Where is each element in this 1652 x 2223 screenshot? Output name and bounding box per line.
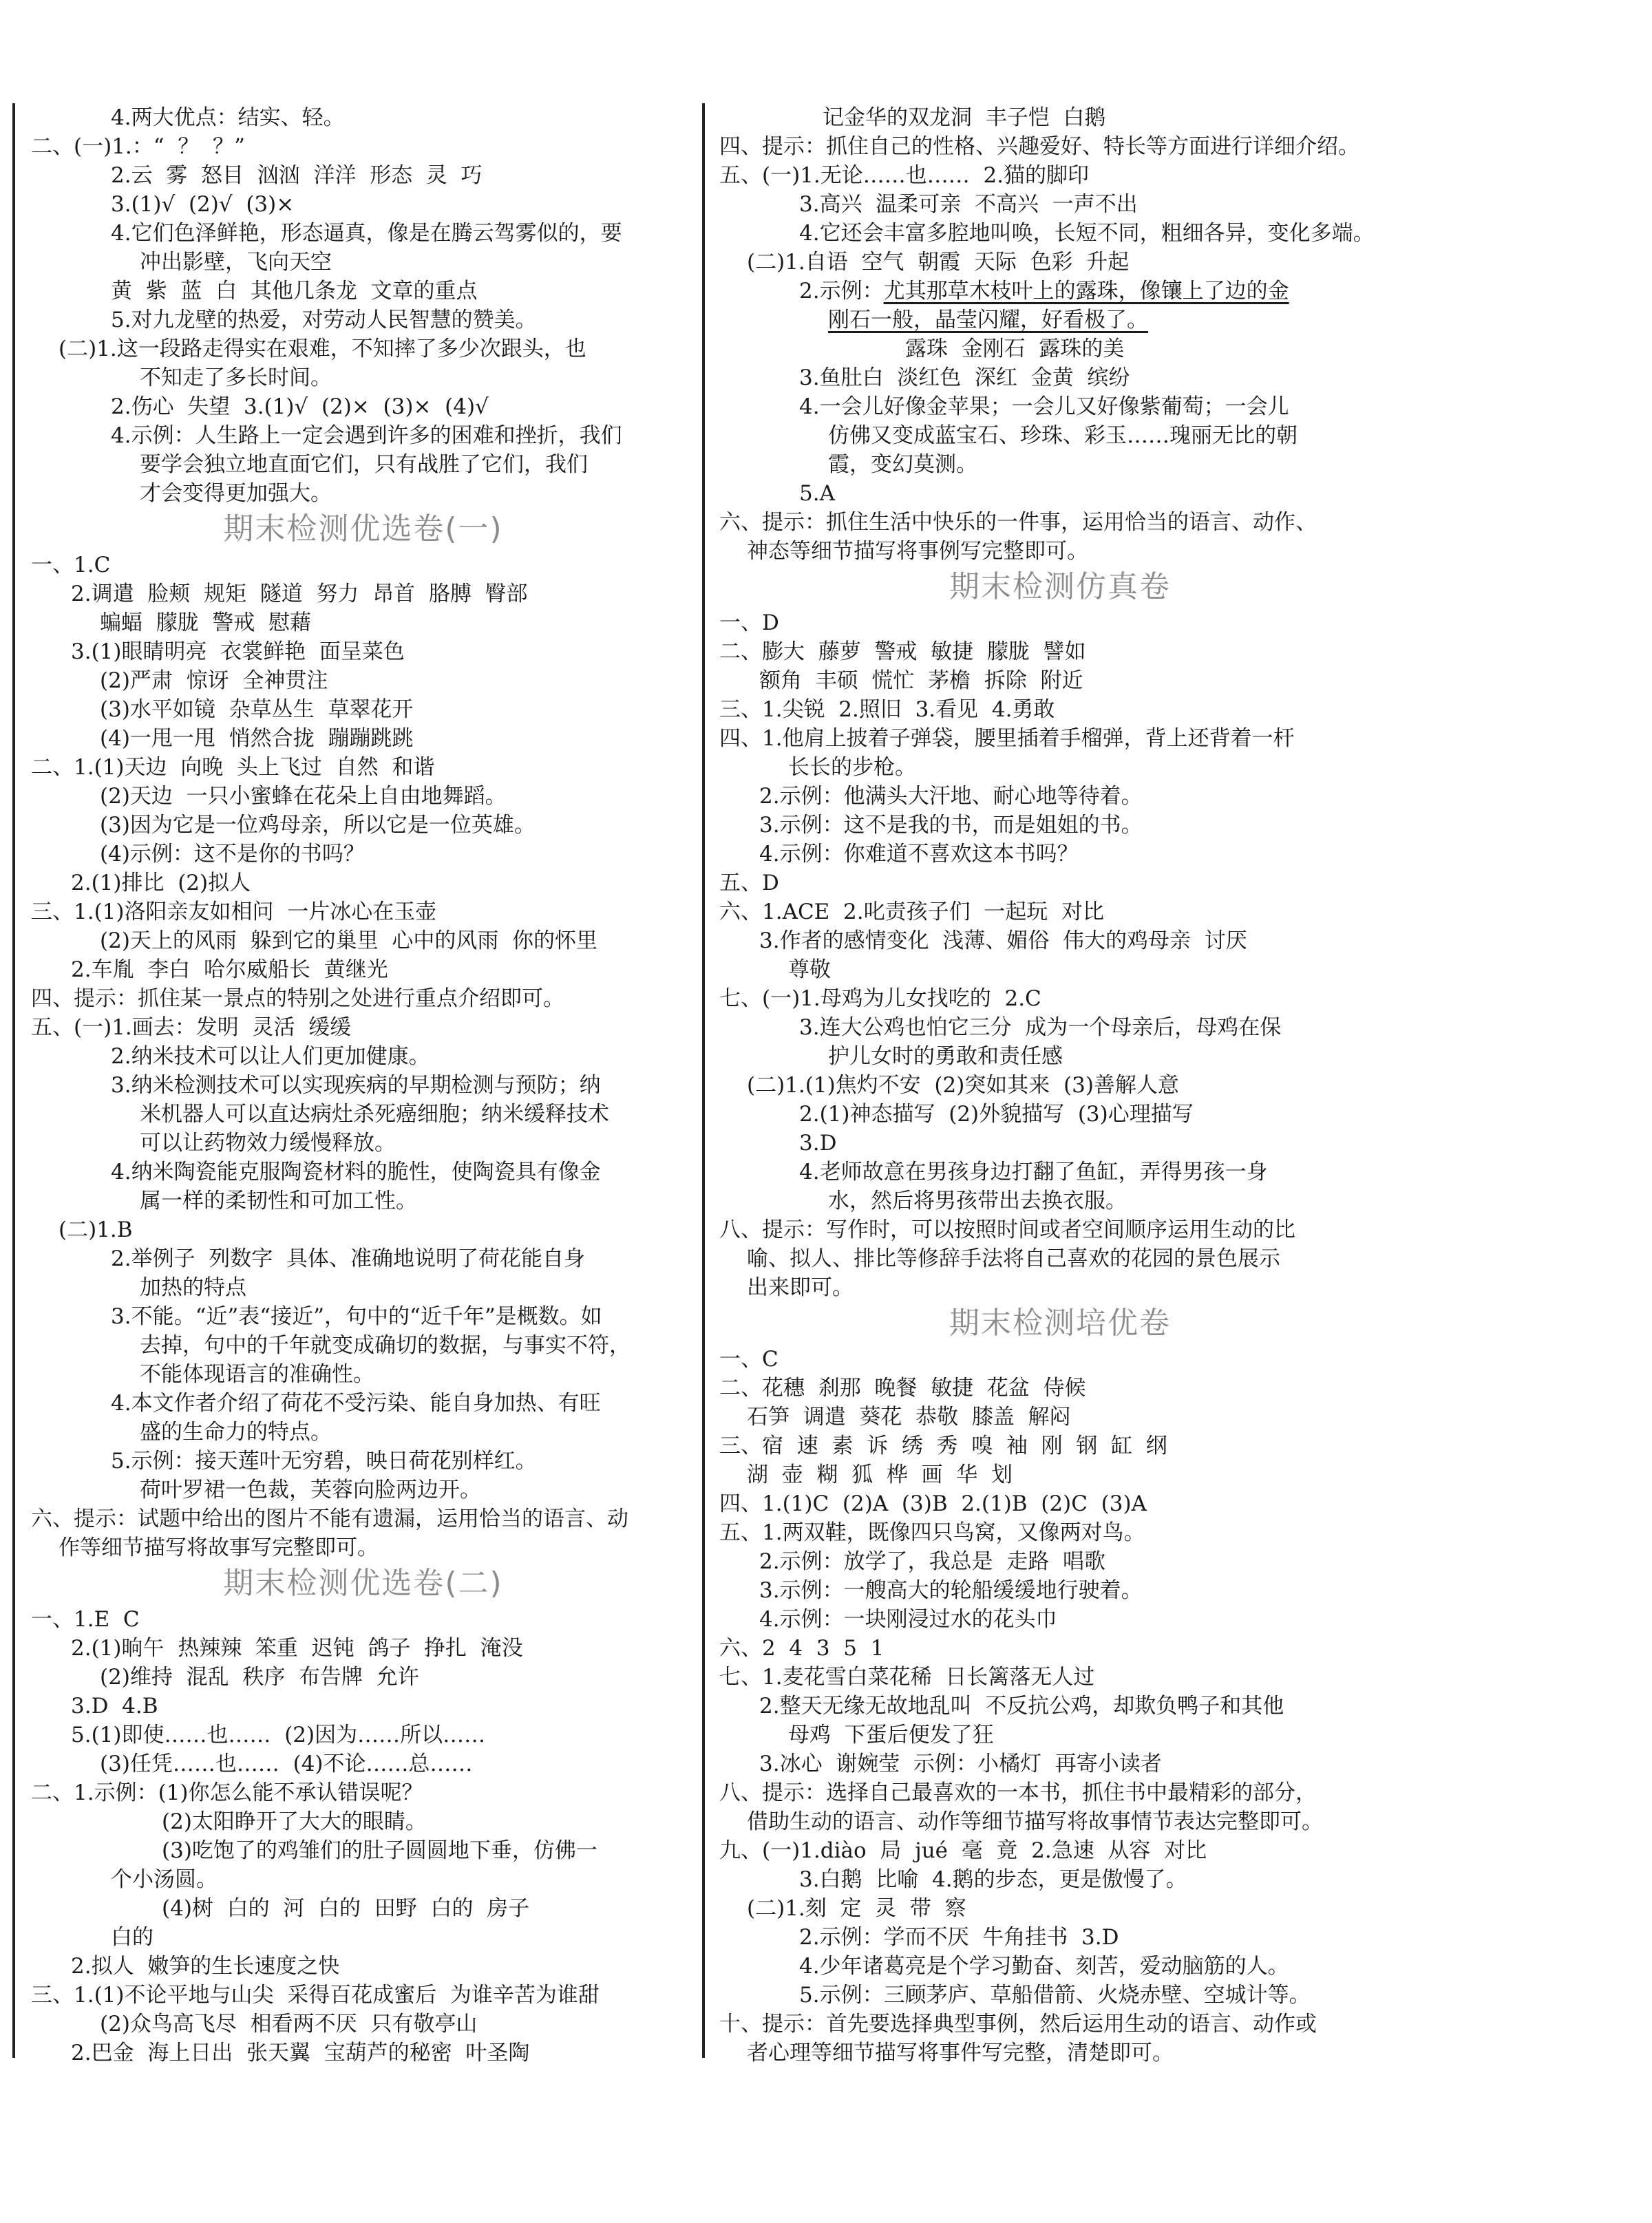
- answer-line: [719, 392, 1401, 421]
- answer-line: [31, 1923, 695, 1952]
- answer-text: 喻、拟人、排比等修辞手法将自己喜欢的花园的景色展示: [747, 1246, 1280, 1271]
- answer-text: (4)树 白的 河 白的 田野 白的 房子: [162, 1896, 530, 1921]
- answer-line: [719, 811, 1401, 840]
- answer-text: 2.示例：他满头大汗地、耐心地等待着。: [759, 784, 1143, 809]
- answer-line: [31, 1013, 695, 1042]
- answer-line: [31, 421, 695, 450]
- answer-line: [719, 1663, 1401, 1692]
- answer-line: [31, 1331, 695, 1360]
- answer-line: [31, 1215, 695, 1244]
- answer-text: 三、宿 速 素 诉 绣 秀 嗅 袖 刚 钢 缸 纲: [719, 1434, 1167, 1458]
- answer-line: [31, 637, 695, 666]
- answer-line: [719, 1215, 1401, 1244]
- answer-text: 2.(1)神态描写 (2)外貌描写 (3)心理描写: [799, 1102, 1194, 1127]
- answer-line: [719, 1807, 1401, 1836]
- answer-line: [31, 1807, 695, 1836]
- answer-text: 二、膨大 藤萝 警戒 敏捷 朦胧 譬如: [719, 639, 1086, 664]
- answer-line: [719, 1923, 1401, 1952]
- answer-line: [31, 1389, 695, 1418]
- answer-line: [31, 306, 695, 334]
- answer-text: 2.(1)排比 (2)拟人: [71, 871, 251, 895]
- answer-text: 3.白鹅 比喻 4.鹅的步态，更是傲慢了。: [799, 1867, 1187, 1892]
- answer-line: [31, 1894, 695, 1923]
- answer-text: 4.少年诸葛亮是个学习勤奋、刻苦，爱动脑筋的人。: [799, 1954, 1289, 1979]
- answer-line: [31, 984, 695, 1013]
- answer-line: [719, 869, 1401, 897]
- answer-text: (2)太阳睁开了大大的眼睛。: [162, 1809, 427, 1834]
- answer-line: [31, 608, 695, 637]
- answer-text: 四、提示：抓住自己的性格、兴趣爱好、特长等方面进行详细介绍。: [719, 134, 1359, 159]
- answer-line: [719, 132, 1401, 161]
- answer-line: [31, 666, 695, 695]
- answer-text: 一、C: [719, 1347, 779, 1372]
- answer-text: 3.连大公鸡也怕它三分 成为一个母亲后，母鸡在保: [799, 1015, 1282, 1040]
- answer-line: [719, 1403, 1401, 1432]
- answer-line: [719, 1071, 1401, 1100]
- answer-line: [719, 1778, 1401, 1807]
- answer-text: 3.(1)√ (2)√ (3)×: [111, 192, 295, 217]
- answer-text: 六、提示：试题中给出的图片不能有遗漏，运用恰当的语言、动: [31, 1507, 628, 1531]
- answer-text: 5.示例：三顾茅庐、草船借箭、火烧赤壁、空城计等。: [799, 1983, 1311, 2008]
- answer-line: [719, 1013, 1401, 1042]
- answer-line: [719, 1981, 1401, 2010]
- answer-line: [719, 666, 1401, 695]
- answer-text: 记金华的双龙洞 丰子恺 白鹅: [823, 105, 1106, 130]
- answer-text: 去掉，句中的千年就变成确切的数据，与事实不符，: [140, 1333, 631, 1358]
- answer-text: 2.纳米技术可以让人们更加健康。: [111, 1044, 430, 1069]
- answer-line: [31, 1042, 695, 1071]
- answer-line: [31, 1778, 695, 1807]
- answer-text: 2.示例：放学了，我总是 走路 唱歌: [759, 1549, 1105, 1574]
- answer-text: 尊敬: [788, 957, 831, 982]
- answer-line: [31, 248, 695, 277]
- answer-text: 3.示例：这不是我的书，而是姐姐的书。: [759, 813, 1143, 838]
- answer-line: [31, 450, 695, 479]
- answer-line: [719, 1158, 1401, 1187]
- answer-text: 九、(一)1.diào 局 jué 毫 竟 2.急速 从容 对比: [719, 1838, 1207, 1863]
- answer-line: [31, 955, 695, 984]
- answer-text: 2.拟人 嫩笋的生长速度之快: [71, 1954, 340, 1979]
- answer-line: [719, 1100, 1401, 1129]
- answer-text: 七、(一)1.母鸡为儿女找吃的 2.C: [719, 986, 1041, 1011]
- answer-text: 4.纳米陶瓷能克服陶瓷材料的脆性，使陶瓷具有像金: [111, 1160, 601, 1184]
- answer-text: (2)天边 一只小蜜蜂在花朵上自由地舞蹈。: [100, 784, 507, 809]
- left-answer-column: [31, 103, 695, 2067]
- answer-text: (4)一甩一甩 悄然合拢 蹦蹦跳跳: [100, 726, 414, 751]
- answer-text: 一、1.E C: [31, 1607, 140, 1632]
- answer-text: (二)1.B: [59, 1217, 133, 1242]
- answer-text: 四、1.他肩上披着子弹袋，腰里插着手榴弹，背上还背着一杆: [719, 726, 1295, 751]
- answer-text: 六、提示：抓住生活中快乐的一件事，运用恰当的语言、动作、: [719, 510, 1317, 535]
- answer-line: [31, 1533, 695, 1562]
- answer-text: 3.不能。“近”表“接近”，句中的“近千年”是概数。如: [111, 1304, 602, 1329]
- answer-text: 4.它们色泽鲜艳，形态逼真，像是在腾云驾雾似的，要: [111, 221, 622, 246]
- answer-text: 护儿女时的勇敢和责任感: [828, 1044, 1063, 1069]
- answer-line: [31, 277, 695, 306]
- answer-line: [719, 1374, 1401, 1403]
- answer-text: 露珠 金刚石 露珠的美: [905, 337, 1125, 361]
- answer-line: [31, 1721, 695, 1749]
- answer-line: [719, 1749, 1401, 1778]
- answer-text: 五、(一)1.无论……也…… 2.猫的脚印: [719, 163, 1090, 188]
- answer-text: 2.举例子 列数字 具体、准确地说明了荷花能自身: [111, 1246, 585, 1271]
- answer-text: 石笋 调遣 葵花 恭敬 膝盖 解闷: [747, 1405, 1071, 1429]
- answer-line: [719, 984, 1401, 1013]
- answer-line: [31, 1302, 695, 1331]
- answer-text: 3.纳米检测技术可以实现疾病的早期检测与预防；纳: [111, 1073, 601, 1098]
- answer-line: [719, 1952, 1401, 1981]
- answer-text: (二)1.自语 空气 朝霞 天际 色彩 升起: [747, 250, 1130, 275]
- answer-line: [31, 1749, 695, 1778]
- answer-text: 仿佛又变成蓝宝石、珍珠、彩玉……瑰丽无比的朝: [828, 423, 1298, 448]
- answer-line: [31, 1187, 695, 1215]
- answer-line: [31, 1981, 695, 2010]
- answer-text: (4)示例：这不是你的书吗？: [100, 842, 365, 866]
- left-margin-rule: [12, 103, 15, 2058]
- answer-line: [31, 551, 695, 579]
- answer-line: [719, 637, 1401, 666]
- answer-text: 湖 壶 糊 狐 桦 画 华 划: [747, 1462, 1013, 1487]
- answer-text: 3.D 4.B: [71, 1694, 158, 1719]
- answer-line: [719, 1547, 1401, 1576]
- answer-text: 可以让药物效力缓慢释放。: [140, 1131, 396, 1156]
- answer-line: [31, 869, 695, 897]
- answer-text: 出来即可。: [747, 1275, 854, 1300]
- answer-text: (2)维持 混乱 秩序 布告牌 允许: [100, 1665, 419, 1690]
- answer-line: [719, 926, 1401, 955]
- answer-text: 三、1.(1)洛阳亲友如相问 一片冰心在玉壶: [31, 900, 437, 924]
- answer-line: [719, 695, 1401, 724]
- answer-text: 3.D: [799, 1131, 837, 1156]
- answer-text: (2)众鸟高飞尽 相看两不厌 只有敬亭山: [100, 2012, 478, 2036]
- answer-text: 2.(1)晌午 热辣辣 笨重 迟钝 鸽子 挣扎 淹没: [71, 1636, 523, 1661]
- answer-text: 五、1.两双鞋，既像四只鸟窝，又像两对鸟。: [719, 1520, 1145, 1545]
- answer-line: [719, 450, 1401, 479]
- answer-text: 一、D: [719, 610, 779, 635]
- answer-line: [719, 161, 1401, 190]
- answer-text: 二、1.(1)天边 向晚 头上飞过 自然 和谐: [31, 755, 435, 780]
- answer-text: 5.(1)即使……也…… (2)因为……所以……: [71, 1723, 486, 1747]
- answer-line: [31, 1605, 695, 1634]
- answer-text: (2)天上的风雨 躲到它的巢里 心中的风雨 你的怀里: [100, 928, 598, 953]
- answer-line: [31, 579, 695, 608]
- answer-line: [719, 1432, 1401, 1460]
- answer-text: 4.示例：一块刚浸过水的花头巾: [759, 1607, 1057, 1632]
- answer-line: [31, 1447, 695, 1476]
- answer-text: 白的: [111, 1925, 153, 1950]
- answer-text: (3)任凭……也…… (4)不论……总……: [100, 1752, 473, 1776]
- answer-line: [31, 1476, 695, 1504]
- answer-text: 三、1.尖锐 2.照旧 3.看见 4.勇敢: [719, 697, 1055, 722]
- answer-text: 2.整天无缘无故地乱叫 不反抗公鸡，却欺负鸭子和其他: [759, 1694, 1284, 1719]
- answer-text: 八、提示：选择自己最喜欢的一本书，抓住书中最精彩的部分，: [719, 1780, 1317, 1805]
- answer-line: [31, 1244, 695, 1273]
- answer-line: [31, 1663, 695, 1692]
- answer-line: [719, 1244, 1401, 1273]
- answer-text: 四、1.(1)C (2)A (3)B 2.(1)B (2)C (3)A: [719, 1491, 1147, 1516]
- answer-text: 2.示例：: [799, 279, 884, 304]
- answer-line: [31, 1273, 695, 1302]
- answer-text: 3.冰心 谢婉莹 示例：小橘灯 再寄小读者: [759, 1752, 1162, 1776]
- answer-text: 借助生动的语言、动作等细节描写将故事情节表达完整即可。: [747, 1809, 1323, 1834]
- answer-line: [719, 1273, 1401, 1302]
- answer-text: (3)因为它是一位鸡母亲，所以它是一位英雄。: [100, 813, 536, 838]
- answer-text: 八、提示：写作时，可以按照时间或者空间顺序运用生动的比: [719, 1217, 1295, 1242]
- answer-line: [719, 955, 1401, 984]
- answer-line: [31, 1836, 695, 1865]
- answer-line: [719, 1692, 1401, 1721]
- section-title: 期末检测优选卷(二): [223, 1566, 503, 1601]
- answer-line: [31, 161, 695, 190]
- answer-text: 4.本文作者介绍了荷花不受污染、能自身加热、有旺: [111, 1391, 601, 1416]
- answer-line: [31, 1692, 695, 1721]
- answer-text: 五、D: [719, 871, 779, 895]
- answer-text: 三、1.(1)不论平地与山尖 采得百花成蜜后 为谁辛苦为谁甜: [31, 1983, 600, 2008]
- answer-line: [719, 1894, 1401, 1923]
- answer-line: [719, 479, 1401, 508]
- answer-text: 荷叶罗裙一色裁，芙蓉向脸两边开。: [140, 1478, 481, 1502]
- answer-text: 才会变得更加强大。: [140, 481, 332, 506]
- answer-line: [31, 2010, 695, 2039]
- answer-line: [31, 219, 695, 248]
- answer-line: [719, 1518, 1401, 1547]
- answer-line: [719, 1345, 1401, 1374]
- section-title: 期末检测仿真卷: [949, 569, 1171, 604]
- answer-text: 2.车胤 李白 哈尔威船长 黄继光: [71, 957, 388, 982]
- answer-line: [31, 724, 695, 753]
- answer-line: [31, 2039, 695, 2067]
- answer-text: (3)水平如镜 杂草丛生 草翠花开: [100, 697, 414, 722]
- answer-line: [719, 1605, 1401, 1634]
- answer-line: [31, 695, 695, 724]
- answer-line: [31, 782, 695, 811]
- answer-text: (二)1.(1)焦灼不安 (2)突如其来 (3)善解人意: [747, 1073, 1179, 1098]
- answer-text: 不知走了多长时间。: [140, 365, 332, 390]
- answer-line: [719, 508, 1401, 537]
- answer-line: [719, 190, 1401, 219]
- answer-line: [719, 334, 1401, 363]
- answer-line: [719, 306, 1401, 334]
- answer-line: [31, 1129, 695, 1158]
- answer-line: [31, 132, 695, 161]
- answer-text: 2.云 雾 怒目 汹汹 洋洋 形态 灵 巧: [111, 163, 483, 188]
- answer-line: [31, 334, 695, 363]
- answer-text: 4.示例：人生路上一定会遇到许多的困难和挫折，我们: [111, 423, 622, 448]
- answer-text: 长长的步枪。: [788, 755, 916, 780]
- answer-text: 六、1.ACE 2.叱责孩子们 一起玩 对比: [719, 900, 1105, 924]
- answer-text: 属一样的柔韧性和可加工性。: [140, 1189, 417, 1213]
- answer-text: 二、1.示例：(1)你怎么能不承认错误呢？: [31, 1780, 423, 1805]
- answer-line: [31, 1360, 695, 1389]
- answer-line: [719, 753, 1401, 782]
- answer-line: [31, 753, 695, 782]
- answer-line: [31, 811, 695, 840]
- answer-line: [31, 840, 695, 869]
- answer-text: 神态等细节描写将事例写完整即可。: [747, 539, 1088, 564]
- answer-text: 额角 丰硕 慌忙 茅檐 拆除 附近: [759, 668, 1083, 693]
- answer-text: 水，然后将男孩带出去换衣服。: [828, 1189, 1127, 1213]
- answer-line: [719, 1576, 1401, 1605]
- answer-line: [31, 897, 695, 926]
- answer-text: 3.示例：一艘高大的轮船缓缓地行驶着。: [759, 1578, 1143, 1603]
- answer-line: [719, 1460, 1401, 1489]
- answer-line: [719, 219, 1401, 248]
- answer-text: 2.调遣 脸颊 规矩 隧道 努力 昂首 胳膊 臀部: [71, 582, 528, 606]
- answer-text: 3.鱼肚白 淡红色 深红 金黄 缤纷: [799, 365, 1130, 390]
- answer-line: [31, 926, 695, 955]
- answer-text: 5.A: [799, 481, 835, 506]
- answer-line: [31, 1158, 695, 1187]
- answer-text: 4.一会儿好像金苹果；一会儿又好像紫葡萄；一会儿: [799, 394, 1289, 419]
- answer-line: [719, 103, 1401, 132]
- answer-line: [31, 190, 695, 219]
- answer-line: [31, 1504, 695, 1533]
- answer-line: [719, 277, 1401, 306]
- answer-line: [719, 1042, 1401, 1071]
- answer-text: 3.高兴 温柔可亲 不高兴 一声不出: [799, 192, 1138, 217]
- answer-text: 3.作者的感情变化 浅薄、媚俗 伟大的鸡母亲 讨厌: [759, 928, 1247, 953]
- answer-line: [31, 479, 695, 508]
- answer-text: 2.巴金 海上日出 张天翼 宝葫芦的秘密 叶圣陶: [71, 2041, 530, 2065]
- answer-text: 5.对九龙壁的热爱，对劳动人民智慧的赞美。: [111, 308, 537, 332]
- answer-line: [719, 1634, 1401, 1663]
- answer-text: 五、(一)1.画去：发明 灵活 缓缓: [31, 1015, 352, 1040]
- answer-line: [31, 1418, 695, 1447]
- answer-text: 4.它还会丰富多腔地叫唤，长短不同，粗细各异，变化多端。: [799, 221, 1375, 246]
- answer-line: [31, 1634, 695, 1663]
- answer-line: [719, 1187, 1401, 1215]
- answer-text: 蝙蝠 朦胧 警戒 慰藉: [100, 610, 312, 635]
- answer-line: [719, 608, 1401, 637]
- underlined-text: 刚石一般，晶莹闪耀，好看极了。: [828, 308, 1148, 332]
- answer-text: 要学会独立地直面它们，只有战胜了它们，我们: [140, 452, 588, 477]
- answer-line: [719, 363, 1401, 392]
- answer-line: [31, 363, 695, 392]
- answer-line: [31, 1865, 695, 1894]
- answer-text: 5.示例：接天莲叶无穷碧，映日荷花别样红。: [111, 1449, 537, 1474]
- answer-text: 者心理等细节描写将事件写完整，清楚即可。: [747, 2041, 1174, 2065]
- answer-text: (2)严肃 惊讶 全神贯注: [100, 668, 328, 693]
- answer-line: [719, 421, 1401, 450]
- underlined-text: 尤其那草木枝叶上的露珠，像镶上了边的金: [883, 279, 1289, 304]
- answer-line: [719, 724, 1401, 753]
- answer-text: 3.(1)眼睛明亮 衣裳鲜艳 面呈菜色: [71, 639, 405, 664]
- answer-text: 盛的生命力的特点。: [140, 1420, 332, 1445]
- answer-line: [719, 248, 1401, 277]
- answer-line: [719, 1489, 1401, 1518]
- answer-line: [719, 1865, 1401, 1894]
- answer-line: [31, 1952, 695, 1981]
- answer-line: [719, 2039, 1401, 2067]
- answer-line: [719, 1129, 1401, 1158]
- answer-text: 一、1.C: [31, 553, 111, 577]
- answer-line: [719, 1721, 1401, 1749]
- answer-line: [719, 2010, 1401, 2039]
- answer-line: [719, 782, 1401, 811]
- answer-text: 十、提示：首先要选择典型事例，然后运用生动的语言、动作或: [719, 2012, 1317, 2036]
- answer-line: [31, 103, 695, 132]
- answer-text: 2.示例：学而不厌 牛角挂书 3.D: [799, 1925, 1119, 1950]
- answer-text: 米机器人可以直达病灶杀死癌细胞；纳米缓释技术: [140, 1102, 609, 1127]
- answer-text: (3)吃饱了的鸡雏们的肚子圆圆地下垂，仿佛一: [162, 1838, 597, 1863]
- answer-text: 黄 紫 蓝 白 其他几条龙 文章的重点: [111, 279, 478, 304]
- answer-text: 不能体现语言的准确性。: [140, 1362, 374, 1387]
- answer-text: 二、花穗 刹那 晚餐 敏捷 花盆 侍候: [719, 1376, 1086, 1401]
- answer-line: [31, 1071, 695, 1100]
- answer-text: 四、提示：抓住某一景点的特别之处进行重点介绍即可。: [31, 986, 564, 1011]
- answer-text: 2.伤心 失望 3.(1)√ (2)× (3)× (4)√: [111, 394, 489, 419]
- answer-text: (二)1.刻 定 灵 带 察: [747, 1896, 966, 1921]
- answer-text: 霞，变幻莫测。: [828, 452, 977, 477]
- answer-line: [31, 1100, 695, 1129]
- answer-text: 4.老师故意在男孩身边打翻了鱼缸，弄得男孩一身: [799, 1160, 1268, 1184]
- answer-text: 个小汤圆。: [111, 1867, 218, 1892]
- answer-line: [719, 840, 1401, 869]
- section-title: 期末检测优选卷(一): [223, 511, 503, 546]
- answer-line: [719, 537, 1401, 566]
- right-answer-column: [719, 103, 1401, 2067]
- section-title: 期末检测培优卷: [949, 1306, 1171, 1341]
- answer-text: 4.两大优点：结实、轻。: [111, 105, 345, 130]
- answer-text: 加热的特点: [140, 1275, 246, 1300]
- answer-text: 作等细节描写将故事写完整即可。: [59, 1535, 379, 1560]
- answer-text: 二、(一)1.：“ ？ ？”: [31, 134, 245, 159]
- answer-text: 六、2 4 3 5 1: [719, 1636, 885, 1661]
- answer-text: 冲出影壁，飞向天空: [140, 250, 332, 275]
- answer-text: 母鸡 下蛋后便发了狂: [788, 1723, 994, 1747]
- column-divider: [702, 103, 705, 2058]
- answer-text: 4.示例：你难道不喜欢这本书吗？: [759, 842, 1079, 866]
- answer-line: [31, 392, 695, 421]
- answer-line: [719, 1836, 1401, 1865]
- answer-text: (二)1.这一段路走得实在艰难，不知摔了多少次跟头，也: [59, 337, 586, 361]
- answer-line: [719, 897, 1401, 926]
- answer-text: 七、1.麦花雪白菜花稀 日长篱落无人过: [719, 1665, 1095, 1690]
